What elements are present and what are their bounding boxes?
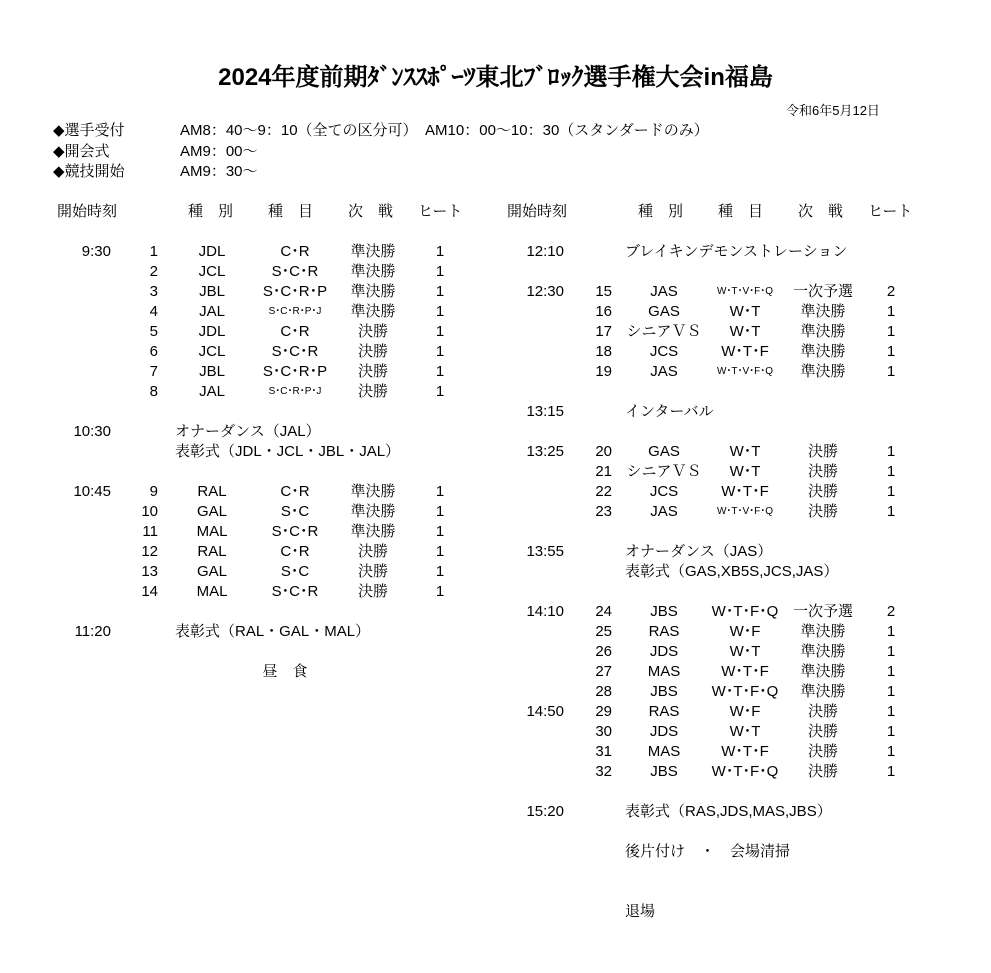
round: 決勝 [807, 763, 839, 780]
race-number: 32 [595, 763, 612, 780]
heat: 1 [886, 743, 896, 760]
race-number: 3 [149, 283, 158, 300]
schedule-note: ブレイキンデモンストレーション [625, 243, 848, 260]
event: W･T･F [721, 483, 769, 500]
round: 準決勝 [350, 263, 396, 280]
round: 準決勝 [800, 683, 846, 700]
start-time: 14:10 [526, 603, 564, 620]
lunch-break: 昼 食 [262, 663, 308, 680]
schedule-note: 表彰式（RAL・GAL・MAL） [175, 623, 371, 640]
race-number: 10 [141, 503, 158, 520]
round: 準決勝 [350, 503, 396, 520]
race-number: 7 [149, 363, 158, 380]
heat: 1 [435, 523, 445, 540]
race-number: 26 [595, 643, 612, 660]
heat: 1 [435, 383, 445, 400]
start-time: 15:20 [526, 803, 564, 820]
heat: 1 [886, 443, 896, 460]
race-number: 20 [595, 443, 612, 460]
header-category-right: 種 別 [638, 203, 684, 220]
event-date: 令和6年5月12日 [786, 103, 880, 118]
category: MAL [196, 523, 228, 540]
category: MAL [196, 583, 228, 600]
category: JAS [650, 283, 678, 300]
round: 準決勝 [800, 623, 846, 640]
event: W･T･V･F･Q [716, 286, 774, 297]
start-time: 12:10 [526, 243, 564, 260]
round: 一次予選 [792, 283, 854, 300]
category: JAL [199, 383, 225, 400]
round: 決勝 [807, 463, 839, 480]
race-number: 24 [595, 603, 612, 620]
event: W･T･F･Q [711, 603, 779, 620]
category: シニアＶＳ [626, 463, 702, 480]
race-number: 1 [149, 243, 158, 260]
event: S･C･R･P [262, 283, 328, 300]
round: 準決勝 [350, 283, 396, 300]
category: GAL [196, 503, 228, 520]
category: RAS [648, 623, 680, 640]
category: JAS [650, 503, 678, 520]
round: 決勝 [357, 383, 389, 400]
header-event-right: 種 目 [718, 203, 764, 220]
event: W･F [729, 703, 761, 720]
race-number: 4 [149, 303, 158, 320]
event: C･R [280, 323, 310, 340]
heat: 1 [886, 363, 896, 380]
category: MAS [647, 743, 681, 760]
round: 決勝 [357, 543, 389, 560]
event: S･C･R [271, 583, 319, 600]
event: S･C･R･P･J [268, 306, 322, 317]
race-number: 17 [595, 323, 612, 340]
category: JBS [650, 683, 678, 700]
start-time: 10:30 [73, 423, 111, 440]
start-time: 13:55 [526, 543, 564, 560]
event: W･T･F･Q [711, 763, 779, 780]
race-number: 31 [595, 743, 612, 760]
schedule-note: 表彰式（GAS,XB5S,JCS,JAS） [625, 563, 839, 580]
header-round: 次 戦 [348, 203, 394, 220]
heat: 1 [435, 243, 445, 260]
heat: 1 [886, 343, 896, 360]
round: 決勝 [357, 323, 389, 340]
round: 準決勝 [800, 303, 846, 320]
race-number: 14 [141, 583, 158, 600]
round: 決勝 [357, 343, 389, 360]
race-number: 8 [149, 383, 158, 400]
round: 準決勝 [350, 303, 396, 320]
heat: 1 [435, 483, 445, 500]
heat: 1 [886, 483, 896, 500]
schedule-note: 表彰式（JDL・JCL・JBL・JAL） [175, 443, 401, 460]
start-time: 9:30 [81, 243, 111, 260]
round: 決勝 [807, 443, 839, 460]
event: S･C･R [271, 523, 319, 540]
race-number: 21 [595, 463, 612, 480]
event: W･T [729, 643, 761, 660]
race-number: 6 [149, 343, 158, 360]
round: 準決勝 [350, 483, 396, 500]
event: S･C･R [271, 343, 319, 360]
heat: 1 [435, 283, 445, 300]
event: S･C･R･P･J [268, 386, 322, 397]
category: JDL [198, 323, 226, 340]
heat: 1 [435, 563, 445, 580]
start-time: 13:25 [526, 443, 564, 460]
heat: 1 [886, 623, 896, 640]
race-number: 22 [595, 483, 612, 500]
info-label-reception: ◆選手受付 [53, 122, 125, 139]
event: W･T･F･Q [711, 683, 779, 700]
event: W･T･V･F･Q [716, 506, 774, 517]
header-event: 種 目 [268, 203, 314, 220]
start-time: 11:20 [74, 623, 111, 640]
category: JAL [199, 303, 225, 320]
event: W･T [729, 303, 761, 320]
round: 決勝 [807, 483, 839, 500]
info-label-start: ◆競技開始 [53, 163, 125, 180]
event: S･C･R [271, 263, 319, 280]
round: 決勝 [357, 583, 389, 600]
event: W･T･F [721, 343, 769, 360]
event: W･T [729, 443, 761, 460]
header-time: 開始時刻 [57, 203, 118, 220]
header-heat-right: ヒート [868, 203, 913, 220]
category: JDS [649, 643, 679, 660]
heat: 1 [435, 583, 445, 600]
page-title: 2024年度前期ﾀﾞﾝｽｽﾎﾟｰﾂ東北ﾌﾞﾛｯｸ選手権大会in福島 [218, 64, 773, 91]
heat: 1 [435, 343, 445, 360]
heat: 1 [886, 683, 896, 700]
heat: 1 [886, 323, 896, 340]
heat: 1 [886, 663, 896, 680]
event: W･T [729, 323, 761, 340]
category: JDL [198, 243, 226, 260]
schedule-note: 表彰式（RAS,JDS,MAS,JBS） [625, 803, 832, 820]
category: JBL [199, 363, 225, 380]
header-time-right: 開始時刻 [507, 203, 568, 220]
race-number: 9 [149, 483, 158, 500]
heat: 1 [435, 543, 445, 560]
race-number: 29 [595, 703, 612, 720]
round: 一次予選 [792, 603, 854, 620]
category: JCS [649, 343, 679, 360]
event: W･F [729, 623, 761, 640]
start-time: 14:50 [526, 703, 564, 720]
category: RAL [197, 543, 227, 560]
category: GAS [648, 303, 680, 320]
info-text-reception: AM8：40～9：10（全ての区分可） AM10：00～10：30（スタンダードのみ） [180, 122, 709, 139]
race-number: 27 [595, 663, 612, 680]
heat: 2 [886, 283, 896, 300]
event: C･R [280, 243, 310, 260]
category: JCS [649, 483, 679, 500]
event: W･T [729, 723, 761, 740]
round: 準決勝 [800, 663, 846, 680]
category: GAS [648, 443, 680, 460]
category: JCL [198, 263, 226, 280]
race-number: 5 [149, 323, 158, 340]
category: JBL [199, 283, 225, 300]
race-number: 30 [595, 723, 612, 740]
race-number: 18 [595, 343, 612, 360]
event: S･C [280, 503, 310, 520]
race-number: 23 [595, 503, 612, 520]
heat: 1 [886, 763, 896, 780]
race-number: 25 [595, 623, 612, 640]
heat: 1 [886, 643, 896, 660]
round: 決勝 [807, 743, 839, 760]
round: 決勝 [807, 703, 839, 720]
start-time: 12:30 [526, 283, 564, 300]
event: C･R [280, 483, 310, 500]
round: 決勝 [807, 503, 839, 520]
round: 決勝 [807, 723, 839, 740]
round: 準決勝 [800, 323, 846, 340]
heat: 1 [435, 263, 445, 280]
round: 準決勝 [800, 343, 846, 360]
header-heat: ヒート [418, 203, 463, 220]
heat: 1 [435, 503, 445, 520]
info-text-opening: AM9：00～ [180, 143, 258, 160]
category: JCL [198, 343, 226, 360]
category: RAL [197, 483, 227, 500]
round: 準決勝 [800, 363, 846, 380]
race-number: 15 [595, 283, 612, 300]
heat: 1 [435, 303, 445, 320]
race-number: 13 [141, 563, 158, 580]
race-number: 16 [595, 303, 612, 320]
category: JBS [650, 763, 678, 780]
header-category: 種 別 [188, 203, 234, 220]
category: MAS [647, 663, 681, 680]
event: W･T [729, 463, 761, 480]
category: シニアＶＳ [626, 323, 702, 340]
schedule-note: インターバル [625, 403, 714, 420]
round: 準決勝 [350, 523, 396, 540]
info-label-opening: ◆開会式 [53, 143, 110, 160]
category: JAS [650, 363, 678, 380]
event: W･T･F [721, 743, 769, 760]
category: RAS [648, 703, 680, 720]
round: 準決勝 [350, 243, 396, 260]
schedule-note: オナーダンス（JAS） [625, 543, 773, 560]
schedule-note: 後片付け ・ 会場清掃 [625, 843, 791, 860]
event: S･C [280, 563, 310, 580]
heat: 1 [886, 503, 896, 520]
race-number: 19 [595, 363, 612, 380]
start-time: 10:45 [73, 483, 111, 500]
category: JDS [649, 723, 679, 740]
event: W･T･F [721, 663, 769, 680]
event: W･T･V･F･Q [716, 366, 774, 377]
heat: 1 [435, 323, 445, 340]
info-text-start: AM9：30～ [180, 163, 258, 180]
header-round-right: 次 戦 [798, 203, 844, 220]
race-number: 11 [142, 523, 158, 540]
heat: 1 [886, 703, 896, 720]
schedule-note: 退場 [625, 903, 656, 920]
race-number: 12 [141, 543, 158, 560]
category: GAL [196, 563, 228, 580]
event: S･C･R･P [262, 363, 328, 380]
heat: 1 [886, 303, 896, 320]
event: C･R [280, 543, 310, 560]
heat: 1 [886, 463, 896, 480]
heat: 1 [435, 363, 445, 380]
race-number: 2 [149, 263, 158, 280]
category: JBS [650, 603, 678, 620]
round: 決勝 [357, 363, 389, 380]
round: 準決勝 [800, 643, 846, 660]
heat: 1 [886, 723, 896, 740]
schedule-note: オナーダンス（JAL） [175, 423, 321, 440]
round: 決勝 [357, 563, 389, 580]
heat: 2 [886, 603, 896, 620]
start-time: 13:15 [526, 403, 564, 420]
race-number: 28 [595, 683, 612, 700]
